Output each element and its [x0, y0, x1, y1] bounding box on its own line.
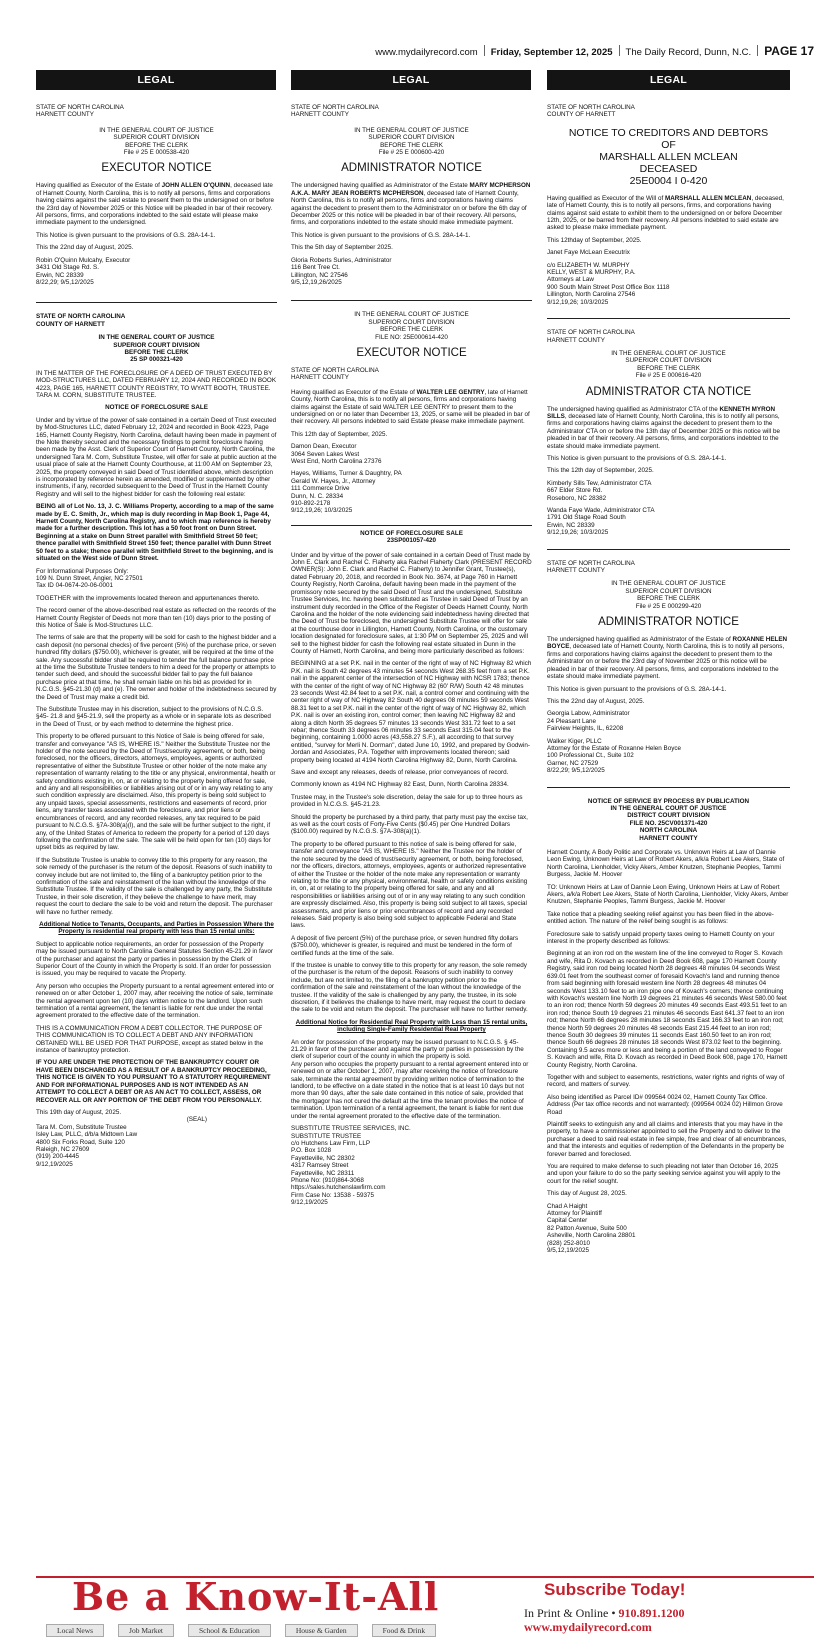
county-line: COUNTY OF HARNETT — [36, 320, 105, 328]
subscribe-phone[interactable]: 910.891.1200 — [618, 1606, 685, 1620]
notice-body: The undersigned having qualified as Administrator of the Estate MARY MCPHERSON A.K.A. MARY JEAN ROBERTS MCPHERSON, deceased late of Harnett County, North Carolina, this is to notify all persons, firms and corporations having claims against the decedent to present them to the Administrator on or before the 6th day of December 2025 or this notice will be pleaded in bar of their recovery. All persons, firms, and corporations indebted to the estate should make immediate payment. — [291, 182, 531, 227]
sale-para: Any person who occupies the Property pursuant to a rental agreement entered into or renewed on or after October 1, 2007 may, after receiving the notice of sale, terminate the rental agreement upon ten (10) days written notice to the landlord. Upon such termination of a rental agreement, the tenant is liable for rent due under the rental agreement prorated to the effective date of the termination. — [36, 982, 275, 1020]
signature-block: Kimberly Sills Tew, Administrator CTA 667 Elder Store Rd. Roseboro, NC 28382 — [547, 479, 652, 502]
county-line: HARNETT COUNTY — [547, 567, 605, 575]
administrator-cta-notice-sills — [547, 329, 790, 537]
page-number: PAGE 17 — [764, 44, 814, 58]
administrator-notice-boyce — [547, 560, 790, 775]
notice-title: EXECUTOR NOTICE — [356, 346, 467, 359]
attorney-block: Hayes, Williams, Turner & Daughtry, PA Gerald W. Hayes, Jr., Attorney 111 Commerce Drive Dunn, N. C. 28334 910-892-2178 9/12,19,26; 10/3/2025 — [291, 470, 402, 515]
sale-para: The terms of sale are that the property will be sold for cash to the highest bidder and a cash deposit (no personal checks) of five percent (5%) of the purchase price, or seven hundred fifty dollars ($750.00), whichever is greater, will be required at the time of the sale. Any successful bidder shall be required to tender the full balance purchase price at the time the Substitute Trustee tenders to him a deed for the property or attempts to tender such deed, and should the successful bidder fail to pay the full balance purchase price at that time, he shall remain liable on his bid as provided for in N.C.G.S. §45-21.30 (d) and (e). The owner and holder of the indebtedness secured by the Deed of Trust may make a credit bid. — [36, 634, 277, 701]
sale-para: Trustee may, in the Trustee's sole discretion, delay the sale for up to three hours as provided in N.C.G.S. §45-21.23. — [291, 793, 523, 809]
bankruptcy-notice: IF YOU ARE UNDER THE PROTECTION OF THE BANKRUPTCY COURT OR HAVE BEEN DISCHARGED AS A RESULT OF A BANKRUPTCY PROCEEDING, THIS NOTICE IS GIVEN TO YOU PURSUANT TO A STATUTORY REQUIREMENT AND FOR INFORMATIONAL PURPOSES AND IS NOT INTENDED AS AN ATTEMPT TO COLLECT A DEBT OR AS AN ACT TO COLLECT, ASSESS, OR RECOVER ALL OR ANY PORTION OF THE DEBT FROM YOU PERSONALLY. — [36, 1059, 271, 1104]
court-division: SUPERIOR COURT DIVISION — [368, 318, 455, 326]
signature-block: SUBSTITUTE TRUSTEE SERVICES, INC. SUBSTITUTE TRUSTEE c/o Hutchens Law Firm, LLP P.O. Box 1028 Fayetteville, NC 28302 4317 Ramsey Street Fayetteville, NC 28311 Phone No: (910)864-3068 https://sales.hutchenslawfirm.com Firm Case No: 13538 - 59375 9/12,19/2025 — [291, 1125, 532, 1206]
paper-name: The Daily Record, Dunn, N.C. — [625, 47, 752, 58]
file-number: 25 SP 000321-420 — [130, 356, 183, 364]
file-number: 23SP001057-420 — [386, 537, 437, 545]
section-bar-legal: LEGAL — [36, 70, 276, 90]
section-bar-legal: LEGAL — [291, 70, 531, 90]
creditors-notice-mclean — [547, 104, 790, 306]
notice-date: This day of August 28, 2025. — [547, 1190, 627, 1198]
attorney-block: Walker Kiger, PLLC Attorney for the Estate of Roxanne Helen Boyce 100 Professional Ct., Suite 102 Garner, NC 27529 8/22,29; 9/5,12/2025 — [547, 737, 682, 775]
decedent-name: MARSHALL ALLEN MCLEAN — [599, 150, 738, 163]
court-line: IN THE GENERAL COURT OF JUSTICE — [354, 126, 469, 134]
sale-heading: NOTICE OF FORECLOSURE SALE — [360, 529, 463, 537]
sale-para: TOGETHER with the improvements located thereon and appurtenances thereto. — [36, 594, 260, 602]
sale-para: Under and by virtue of the power of sale contained in a certain Deed of Trust made by John E. Clark and Rachel C. Flaherty aka Rachel Flaherty Clark (PRESENT RECORD OWNER(S): John E. Clark and Rachel C. Flaherty) to Jennifer Grant, Trustee(s), dated February 20, 2018, and recorded in Book No. 3674, at Page 760 in Harnett County Registry, North Carolina, default having been made in the payment of the promissory note secured by the said Deed of Trust and the undersigned, Substitute Trustee Services, Inc. having been substituted as Trustee in said Deed of Trust by an instrument duly recorded in the Office of the Register of Deeds Harnett County, North Carolina and the holder of the note evidencing said indebtedness having directed that the Deed of Trust be foreclosed, the undersigned Substitute Trustee will offer for sale at the courthouse door in Lillington, Harnett County, North Carolina, or the customary location designated for foreclosure sales, at 1:30 PM on September 25, 2025 and will sell to the highest bidder for cash the following real estate situated in Dunn in the County of Harnett, North Carolina, and being more particularly described as follows: — [291, 551, 532, 655]
court-division: SUPERIOR COURT DIVISION — [113, 134, 200, 142]
notice-title: ADMINISTRATOR NOTICE — [598, 616, 739, 629]
notice-body: The undersigned having qualified as Administrator CTA of the KENNETH MYRON SILLS, deceased late of Harnett County, North Carolina, this is to notify all persons, firms and corporations having claims against the decedent to present them to the Administrator CTA on or before the 13th day of December 2025 or this notice will be pleaded in bar of their recovery. All persons, firms, and corporations indebted to the estate should make immediate payment. — [547, 405, 780, 450]
sale-para: Commonly known as 4194 NC Highway 82 East, Dunn, North Carolina 28334. — [291, 781, 509, 789]
tenant-heading: Additional Notice to Tenants, Occupants, and Parties in Possession Where the Property is residential real property with less than 15 rental units: — [39, 920, 274, 936]
notice-title: NOTICE TO CREDITORS AND DEBTORS — [568, 126, 769, 139]
notice-date: This the 22nd day of August, 2025. — [36, 244, 134, 252]
sale-para: This property to be offered pursuant to this Notice of Sale is being offered for sale, transfer and conveyance "AS IS, WHERE IS." Neither the Substitute Trustee nor the holder of the note secured by the Deed of Trust/security agreement, or both, being foreclosed, nor the officers, directors, attorneys, employees, agents or authorized representative of either the Substitute Trustee or other holder of the note make any representation of warranty relating to the title or any physical, environmental, health or safety conditions existing in, on, at or relating to the property being offered for sale, and any and all responsibilities or liabilities arising out of or in any way relating to any such condition expressly are disclaimed. Also, this property is being sold subject to any unpaid taxes, special assessments, restrictions and easements of record, prior liens, any transfer taxes associated with the foreclosure, and prior liens or encumbrances of record, and any recorded releases, any tax required to be paid pursuant to N.C.G.S. §7A-308(a)(l), and the sale will be further subject to the right, if any, of the United States of America to redeem the property for a period of 120 days following the confirmation of the sale. The sale will be held open for ten (10) days for upset bids as required by law. — [36, 733, 276, 852]
legal-description: Beginning at an iron rod on the western line of the line conveyed to Roger S. Kovach and wife, Rita D. Kovach as recorded in Deed Book 608, page 170 Harnett County Registry, said iron rod being located North 28 degrees 48 minutes 04 seconds West 639.01 feet from the southeast corner of foresaid Kovach's land and running thence from said beginning with foresaid western line North 28 degrees 48 minutes 04 seconds West 133.10 feet to an iron pipe one of Kovach's corners; thence continuing with Kovach's western line North 19 degrees 21 minutes 46 seconds West 580.00 feet to an iron rod; thence North 59 degrees 20 minutes 49 seconds East 493.51 feet to an iron rod; thence South 19 degrees 21 minutes 46 seconds East 641.37 feet to an iron rod; thence North 66 degrees 28 minutes 18 seconds East 166.33 feet to an iron rod; thence North 59 degrees 20 minutes 48 seconds East 215.44 feet to an iron rod; thence South 30 degrees 39 minutes 11 seconds East 160.50 feet to an iron rod; thence South 66 degrees 28 minutes 18 seconds West 873.02 feet to the beginning. Containing 9.5 acres more or less and being a portion of the land conveyed to Roger S. Kovach and wife, Rita D. Kovach as recorded in Deed Book 608, page 170, Harnett County Registry, North Carolina. — [547, 950, 788, 1069]
seal: (SEAL) — [186, 1116, 207, 1124]
case-caption: Harnett County, A Body Politic and Corporate vs. Unknown Heirs at Law of Dannie Leon Ewing, Unknown Heirs at Law of Robert Akers, a/k/a Robert Lee Akers, State of North Carolina, Lienholder, Vicky Akers, Amber Knutzen, Stephanie Peoples, Tammi Burgess, Jackie M. Hoover — [547, 849, 785, 879]
site-url[interactable]: www.mydailyrecord.com — [375, 47, 478, 58]
signature-block: Tara M. Corn, Substitute Trustee Isley Law, PLLC, d/b/a Midtown Law 4800 Six Forks Road, Suite 120 Raleigh, NC 27609 (919) 200-4445 9/12,19/2025 — [36, 1123, 138, 1168]
file-number: FILE NO: 25E000614-420 — [375, 333, 448, 341]
state-line: STATE OF NORTH CAROLINA — [291, 366, 379, 374]
notice-date: This the 12th day of September, 2025. — [547, 467, 654, 475]
tab-job-market: Job Market — [118, 1624, 174, 1637]
service-by-publication-notice — [547, 798, 790, 1255]
sale-para: Should the property be purchased by a third party, that party must pay the excise tax, as well as the court costs of Forty-Five Cents ($0.45) per One Hundred Dollars ($100.00) required by N.C.G.S. §7A-308(a)(1). — [291, 813, 528, 836]
subscribe-cta[interactable]: Subscribe Today! — [544, 1580, 686, 1599]
county-line: HARNETT COUNTY — [291, 111, 349, 119]
sale-para: The record owner of the above-described real estate as reflected on the records of the Harnett County Register of Deeds not more than ten (10) days prior to the posting of this Notice of Sale is Mod-Structures LLC. — [36, 607, 277, 629]
court-clerk: BEFORE THE CLERK — [380, 326, 443, 334]
sale-para: The property to be offered pursuant to this notice of sale is being offered for sale, transfer and conveyance "AS IS, WHERE IS." Neither the Trustee nor the holder of the note secured by the deed of trust/security agreement, or both, being foreclosed, nor the officers, directors, attorneys, employees, agents or authorized representative of either the Trustee or the holder of the note make any representation or warranty relating to the title or any physical, environmental, health or safety conditions existing in, on, at or relating to the property being offered for sale, and any and all responsibilities or liabilities arising out of or in any way relating to any such condition are expressly disclaimed. Also, this property is being sold subject to all taxes, special assessments, and prior liens or prior encumbrances of record and any recorded releases. Said property is also being sold subject to applicable Federal and State laws. — [291, 840, 528, 930]
notice-date: This 19th day of August, 2025. — [36, 1108, 122, 1116]
signature-block: Wanda Faye Wade, Administrator CTA 1791 Old Stage Road South Erwin, NC 28339 9/12,19,26; 10/3/2025 — [547, 507, 655, 537]
notice-body: Having qualified as Executor of the Estate of WALTER LEE GENTRY, late of Harnett County, North Carolina, this is to notify all persons, firms and corporations having claims against the Estate of said WALTER LEE GENTRY to present them to the undersigned on or no later than December 13, 2025, or same will be pleaded in bar of their recovery. All persons indebted to said Estate please make immediate payment. — [291, 388, 530, 426]
state-line: STATE OF NORTH CAROLINA — [547, 329, 635, 337]
column-1 — [36, 104, 277, 1564]
county-line: HARNETT COUNTY — [639, 834, 698, 842]
tab-food-drink: Food & Drink — [372, 1624, 437, 1637]
court-line: IN THE GENERAL COURT OF JUSTICE — [610, 804, 727, 812]
notice-title: ADMINISTRATOR CTA NOTICE — [585, 385, 752, 398]
state-line: STATE OF NORTH CAROLINA — [547, 104, 635, 111]
notice-body: Having qualified as Executor of the Estate of JOHN ALLEN O'QUINN, deceased late of Harnett County, North Carolina, this is to notify all persons, firms and corporations having claims against the said estate to present them to the undersigned on or before the 23rd day of November 2025 or this Notice will be pleaded in bar of their recovery. All persons, firms, and corporations indebted to the said estate will please make immediate payment to the undersigned. — [36, 182, 275, 227]
court-clerk: BEFORE THE CLERK — [124, 348, 189, 356]
county-line: HARNETT COUNTY — [547, 336, 605, 344]
court-division: SUPERIOR COURT DIVISION — [368, 134, 455, 142]
sale-para: Any person who occupies the property pursuant to a rental agreement entered into or renewed on or after October 1, 2007, may after receiving the notice of foreclosure sale, terminate the rental agreement by providing written notice of termination to the landlord, to be effective on a date stated in the notice that is at least 10 days but not more than 90 days, after the sale date contained in this notice of sale, provided that the mortgagor has not cured the default at the time the tenant provides the notice of termination. Upon termination of a rental agreement, the tenant is liable for rent due under the rental agreement prorated to the effective date of the termination. — [291, 1060, 529, 1120]
legal-description: BEING all of Lot No. 13, J. C. Williams Property, according to a map of the same made by E. C. Smith, Jr., which map is duly recording in Map Book 1, Page 44, Harnett County, North Carolina Registry, and to which map reference is hereby made for a further description. This lot has a 50 foot front on Dunn Street. Beginning at a stake on Dunn Street parallel with Smithfield Street 50 feet; thence parallel with Smithfield Street 150 feet; thence parallel with Dunn Street 50 feet to a stake; thence parallel with Smithfield Street to the beginning, and is situated on the West side of Dunn Street. — [36, 503, 274, 563]
banner-headline: Be a Know-It-All — [72, 1574, 440, 1619]
court-line: IN THE GENERAL COURT OF JUSTICE — [611, 580, 726, 588]
notice-statute: This Notice is given pursuant to the provisions of G.S. 28A-14-1. — [547, 454, 727, 462]
banner-url[interactable]: www.mydailyrecord.com — [524, 1620, 652, 1634]
notice-para: Also being identified as Parcel ID# 099564 0024 02, Harnett County Tax Office. Address (Per tax office records and not warranted): (099564 0024 02) Hillmon Grove Road — [547, 1093, 783, 1116]
notice-statute: This Notice is given pursuant to the provisions of G.S. 28A-14-1. — [36, 231, 216, 239]
court-division: SUPERIOR COURT DIVISION — [113, 341, 200, 349]
column-2 — [291, 104, 532, 1564]
signature-block: Gloria Roberts Surles, Administrator 116 Bent Tree Ct. Lillington, NC 27546 9/5,12,19,26/2025 — [291, 256, 392, 286]
tab-house-garden: House & Garden — [285, 1624, 358, 1637]
notice-statute: This Notice is given pursuant to the provisions of G.S. 28A-14-1. — [291, 231, 471, 239]
notice-para: You are required to make defense to such pleading not later than October 16, 2025 and upon your failure to do so the party seeking service against you will apply to the court for the relief sought. — [547, 1163, 781, 1185]
print-online-line: In Print & Online • 910.891.1200 — [524, 1606, 685, 1620]
notice-title: ADMINISTRATOR NOTICE — [341, 162, 482, 175]
issue-date: Friday, September 12, 2025 — [490, 47, 613, 58]
notice-date: This the 5th day of September 2025. — [291, 244, 393, 252]
notice-body: The undersigned having qualified as Administrator of the Estate of ROXANNE HELEN BOYCE, deceased late of Harnett County, North Carolina, this is to notify all persons, firms and corporations having claims against the decedent to present them to the Administrator on or before the 23rd day of November 2025 or this notice will be pleaded in bar of their recovery. All persons, firms, and corporations indebted to the estate should make immediate payment. — [547, 636, 788, 681]
executor-notice-gentry — [291, 311, 532, 515]
court-division: SUPERIOR COURT DIVISION — [625, 357, 712, 365]
sale-para: Subject to applicable notice requirements, an order for possession of the Property may be issued pursuant to North Carolina General Statutes Section 45-21.29 in favor of the purchaser and against the party or parties in possession by the Clerk of Superior Court of the County in which the Property is sold. If an order for possession is issued, you may be required to vacate the Property. — [36, 940, 273, 978]
sale-para: If the trustee is unable to convey title to this property for any reason, the sole remedy of the purchaser is the return of the deposit. Reasons of such inability to convey include, but are not limited to, the filing of a bankruptcy petition prior to the confirmation of the sale and reinstatement of the loan without the knowledge of the trustee. If the validity of the sale is challenged by any party, the trustee, in its sole discretion, if it believes the challenge to have merit, may request the court to declare the sale to be void and return the deposit. The purchaser will have no further remedy. — [291, 961, 528, 1014]
state-line: STATE OF NORTH CAROLINA — [291, 104, 379, 111]
sale-para: THIS IS A COMMUNICATION FROM A DEBT COLLECTOR. THE PURPOSE OF THIS COMMUNICATION IS TO COLLECT A DEBT AND ANY INFORMATION OBTAINED WILL BE USED FOR THAT PURPOSE, except as stated below in the instance of bankruptcy protection. — [36, 1024, 264, 1055]
subscribe-banner-ad[interactable] — [36, 1576, 814, 1633]
column-3 — [547, 104, 790, 1564]
sale-para: An order for possession of the property may be issued pursuant to N.C.G.S. § 45-21.29 in favor of the purchaser and against the party or parties in possession by the clerk of superior court of the county in which the property is sold. — [291, 1038, 524, 1061]
court-division: DISTRICT COURT DIVISION — [627, 812, 710, 820]
sale-para: The Substitute Trustee may in his discretion, subject to the provisions of N.C.G.S. §45- 21.8 and §45-21.9, sell the property as a whole or in separate lots as described in the Deed of Trust, or by each method to determine the highest price. — [36, 706, 271, 728]
file-number: FILE NO. 25CV001371-420 — [629, 819, 708, 827]
notice-title: EXECUTOR NOTICE — [101, 162, 212, 175]
executrix-line: Janet Faye McLean Executrix — [547, 249, 630, 257]
notice-para: Together with and subject to easements, restrictions, water rights and rights of way of record, and matters of survey. — [547, 1073, 785, 1089]
signature-block: Robin O'Quinn Mulcahy, Executor 3431 Old Stage Rd. S. Erwin, NC 28339 8/22,29; 9/5,12/2025 — [36, 256, 131, 286]
notice-para: Plaintiff seeks to extinguish any and all claims and interests that you may have in the property, to have a commissioner appointed to sell the Property and to deliver to the purchaser a deed to said real estate in fee simple, free and clear of all encumbrances, and that the interests and equities of redemption of the Defendants in the property be forever barred and foreclosed. — [547, 1121, 787, 1158]
page-header — [0, 42, 828, 60]
notice-title: NOTICE OF SERVICE BY PROCESS BY PUBLICATION — [587, 797, 750, 805]
notice-title: OF — [661, 138, 676, 151]
file-number: File # 25 E 000299-420 — [635, 602, 702, 610]
tab-local-news: Local News — [46, 1624, 104, 1637]
matter-text: IN THE MATTER OF THE FORECLOSURE OF A DEED OF TRUST EXECUTED BY MOD-STRUCTURES LLC, DATED FEBRUARY 12, 2024 AND RECORDED IN BOOK 4223, PAGE 165, HARNETT COUNTY REGISTRY, TO WYATT BOOTH, TRUSTEE. TARA M. CORN, SUBSTITUTE TRUSTEE. — [36, 369, 277, 399]
file-number: File # 25 E 000538-420 — [123, 149, 190, 157]
file-number: File # 25 E 000616-420 — [635, 372, 702, 380]
state-line: STATE OF NORTH CAROLINA — [547, 559, 635, 567]
law-firm-link[interactable]: https://sales.hutchenslawfirm.com — [291, 1184, 386, 1192]
court-clerk: BEFORE THE CLERK — [637, 364, 700, 372]
sale-heading: NOTICE OF FORECLOSURE SALE — [105, 404, 208, 412]
sale-para: Under and by virtue of the power of sale contained in a certain Deed of Trust executed by Mod-Structures LLC, dated February 12, 2024 and recorded in Book 4223, Page 165, Harnett County Registry, North Carolina, default having been made in payment of the Note thereby secured and the necessary findings to permit foreclosure having been made by the Asst. Clerk of Superior Court of Harnett County, North Carolina, the undersigned Tara M. Corn, Substitute Trustee, will offer for sale at public auction at the usual place of sale at the Harnett County Courthouse, at 11:00 AM on September 23, 2025, the property conveyed in said Deed of Trust identified above, which description is incorporated by reference herein as amended, modified or supplemented by other instruments, if any, recorded subsequent to the Deed of Trust in the Harnett County Registry and will sell to the highest bidder for cash the following real estate: — [36, 416, 277, 498]
state-line: STATE OF NORTH CAROLINA — [36, 104, 124, 111]
notice-date: This the 22nd day of August, 2025. — [547, 697, 645, 705]
notice-title: DECEASED — [639, 162, 698, 175]
notice-para: TO: Unknown Heirs at Law of Dannie Leon Ewing, Unknown Heirs at Law of Robert Akers, a/k/a Robert Lee Akers, State of North Carolina, Lienholder, Vicky Akers, Amber Knutzen, Stephanie Peoples, Tammi Burgess, Jackie M. Hoover — [547, 883, 789, 906]
court-line: IN THE GENERAL COURT OF JUSTICE — [611, 349, 726, 357]
signature-block: Georgia Labow, Administrator 24 Pleasant Lane Fairview Heights, IL, 62208 — [547, 710, 630, 733]
signature-block: c/o ELIZABETH W. MURPHY KELLY, WEST & MURPHY, P.A. Attorneys at Law 900 South Main Street Post Office Box 1118 Lillington, North Carolina 27546 9/12,19,26; 10/3/2025 — [547, 261, 670, 306]
notice-statute: This Notice is given pursuant to the provisions of G.S. 28A-14-1. — [547, 685, 727, 693]
court-clerk: BEFORE THE CLERK — [380, 141, 443, 149]
sale-para: Save and except any releases, deeds of release, prior conveyances of record. — [291, 769, 509, 777]
signature-block: Chad A Haight Attorney for Plaintiff Capital Center 82 Patton Avenue, Suite 500 Asheville, North Carolina 28801 (828) 252-8010 9/5,12,19/2025 — [547, 1202, 636, 1255]
tab-school-education: School & Education — [188, 1624, 271, 1637]
county-line: COUNTY OF HARNETT — [547, 111, 616, 119]
notice-para: Take notice that a pleading seeking relief against you has been filed in the above-entitled action. The nature of the relief being sought is as follows: — [547, 910, 774, 926]
court-division: SUPERIOR COURT DIVISION — [625, 587, 712, 595]
state-line: STATE OF NORTH CAROLINA — [36, 313, 126, 321]
file-number: File # 25 E 000600-420 — [378, 149, 445, 157]
foreclosure-notice-dunn-street — [36, 313, 277, 1168]
court-line: IN THE GENERAL COURT OF JUSTICE — [354, 311, 469, 319]
court-line: IN THE GENERAL COURT OF JUSTICE — [98, 334, 215, 342]
county-line: HARNETT COUNTY — [291, 374, 349, 382]
county-line: HARNETT COUNTY — [36, 111, 94, 119]
sale-para: If the Substitute Trustee is unable to convey title to this property for any reason, the sole remedy of the purchaser is the return of the deposit. Reasons of such inability to convey include but are not limited to, the filing of a bankruptcy petition prior to the confirmation of the sale and reinstatement of the loan without the knowledge of the Substitute Trustee. If the validity of the sale is challenged by any party, the Substitute Trustee, in their sole discretion, if they believe the challenge to have merit, may request the court to declare the sale to be void and return the deposit. The purchaser will have no further remedy. — [36, 856, 273, 916]
legal-description: BEGINNING at a set P.K. nail in the center of the right of way of NC Highway 82 which P.K. nail is South 42 degrees 43 minutes 54 seconds West 268.35 feet from a set P.K. nail in the apparent center of the intersection of NC Highway with NCSR 1783; thence with the center of the right of way of NC Highway 82 (60' R/W) South 42 48 minutes 23 seconds West 42.84 feet to a set P.K. nail, a control corner and continuing with the center right of way of NC Highway 82 South 40 degrees 08 minutes 59 seconds West 88.31 feet to a set P.K. nail in the center of the right of way of NC Highway 82, which P.K. nail is over an existing iron, control corner; then leaving NC Highway 82 and along a ditch North 35 degrees 57 minutes 13 seconds West 331.72 feet to a set rebar; thence South 33 degrees 06 minutes 33 seconds East 315.04 feet to the beginning, containing 1.0000 acres (43,558.27 S.F.), all according to that survey entitled, "survey for Merli N. Dorman", dated June 10, 1992, and prepared by Godwin-Jordan and Associates, P.A. Together with improvements located thereon; said property being located at 4194 North Carolina Highway 82, Dunn, North Carolina. — [291, 660, 532, 764]
court-clerk: BEFORE THE CLERK — [637, 595, 700, 603]
notice-date: This 12th day of September, 2025. — [291, 430, 388, 438]
court-line: IN THE GENERAL COURT OF JUSTICE — [99, 126, 214, 134]
file-number: 25E0004 I 0-420 — [629, 174, 708, 187]
executor-notice-oquinn — [36, 104, 277, 286]
section-bar-legal: LEGAL — [547, 70, 790, 90]
sale-para: A deposit of five percent (5%) of the purchase price, or seven hundred fifty dollars ($750.00), whichever is greater, is required and must be tendered in the form of certified funds at the time of the sale. — [291, 934, 519, 957]
notice-date: This 12thday of September, 2025. — [547, 236, 642, 244]
tenant-heading: Additional Notice for Residential Real Property with Less than 15 rental units, including Single-Family Residential Real Property — [295, 1018, 528, 1034]
court-clerk: BEFORE THE CLERK — [125, 141, 188, 149]
info-block: For Informational Purposes Only: 109 N. Dunn Street, Angier, NC 27501 Tax ID 04-0674-20-06-0001 — [36, 567, 143, 590]
notice-body: Having qualified as Executor of the Will of MARSHALL ALLEN MCLEAN, deceased, late of Harnett County, this is to notify all persons, firms, and corporations having claims against said estate to exhibit them to the undersigned on or before December 12th, 2025, or be barred from their recovery. All persons indebted to said estate are asked to please make immediate payment. — [547, 194, 784, 232]
signature-block: Damon Dean, Executor 3064 Seven Lakes West West End, North Carolina 27376 — [291, 443, 382, 465]
banner-section-tabs — [46, 1624, 436, 1637]
foreclosure-notice-highway-82 — [291, 530, 532, 1207]
notice-para: Foreclosure sale to satisfy unpaid property taxes owing to Harnett County on your interest in the property described as follows: — [547, 930, 775, 946]
administrator-notice-mcpherson — [291, 104, 532, 286]
state-line: NORTH CAROLINA — [639, 827, 698, 835]
